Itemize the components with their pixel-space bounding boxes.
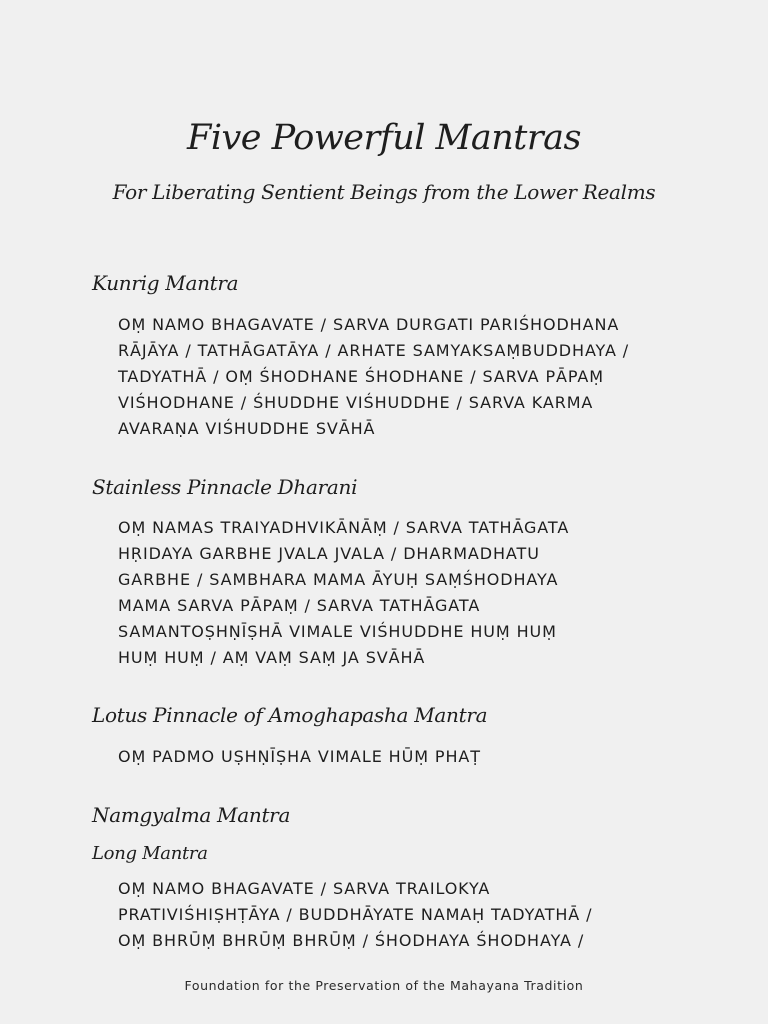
- mantra-line: MAMA SARVA PĀPAṂ / SARVA TATHĀGATA: [118, 596, 481, 615]
- mantra-line: OṂ PADMO UṢHṆĪṢHA VIMALE HŪṂ PHAṬ: [118, 747, 481, 766]
- section-heading-lotus-pinnacle: Lotus Pinnacle of Amoghapasha Mantra: [92, 703, 488, 727]
- mantra-line: RĀJĀYA / TATHĀGATĀYA / ARHATE SAMYAKSAṂBUDDHAYA /: [118, 341, 630, 360]
- page-subtitle: For Liberating Sentient Beings from the Lower Realms: [112, 180, 656, 204]
- section-heading-stainless-pinnacle: Stainless Pinnacle Dharani: [92, 475, 358, 499]
- page-title: Five Powerful Mantras: [187, 118, 581, 158]
- mantra-text-stainless-pinnacle: [118, 515, 708, 671]
- mantra-line: SAMANTOṢHṆĪṢHĀ VIMALE VIŚHUDDHE HUṂ HUṂ: [118, 622, 557, 641]
- mantra-line: GARBHE / SAMBHARA MAMA ĀYUḤ SAṂŚHODHAYA: [118, 570, 559, 589]
- section-heading-kunrig: Kunrig Mantra: [92, 271, 239, 295]
- mantra-text-kunrig: [118, 312, 708, 442]
- mantra-line: AVARAṆA VIŚHUDDHE SVĀHĀ: [118, 419, 376, 438]
- mantra-line: VIŚHODHANE / ŚHUDDHE VIŚHUDDHE / SARVA KARMA: [118, 393, 594, 412]
- mantra-text-lotus-pinnacle: [118, 744, 708, 770]
- sub-heading-long-mantra: Long Mantra: [92, 843, 208, 864]
- mantra-line: OṂ NAMO BHAGAVATE / SARVA TRAILOKYA: [118, 879, 491, 898]
- mantra-line: PRATIVIŚHIṢHṬĀYA / BUDDHĀYATE NAMAḤ TADYATHĀ /: [118, 905, 593, 924]
- section-heading-namgyalma: Namgyalma Mantra: [92, 803, 291, 827]
- mantra-line: OṂ BHRŪṂ BHRŪṂ BHRŪṂ / ŚHODHAYA ŚHODHAYA /: [118, 931, 585, 950]
- mantra-line: HṚIDAYA GARBHE JVALA JVALA / DHARMADHATU: [118, 544, 540, 563]
- mantra-line: TADYATHĀ / OṂ ŚHODHANE ŚHODHANE / SARVA PĀPAṂ: [118, 367, 604, 386]
- mantra-text-namgyalma: [118, 876, 708, 954]
- mantra-line: HUṂ HUṂ / AṂ VAṂ SAṂ JA SVĀHĀ: [118, 648, 426, 667]
- page-footer: Foundation for the Preservation of the Mahayana Tradition: [184, 978, 584, 993]
- mantra-line: OṂ NAMO BHAGAVATE / SARVA DURGATI PARIŚHODHANA: [118, 315, 620, 334]
- mantra-line: OṂ NAMAS TRAIYADHVIKĀNĀṂ / SARVA TATHĀGATA: [118, 518, 570, 537]
